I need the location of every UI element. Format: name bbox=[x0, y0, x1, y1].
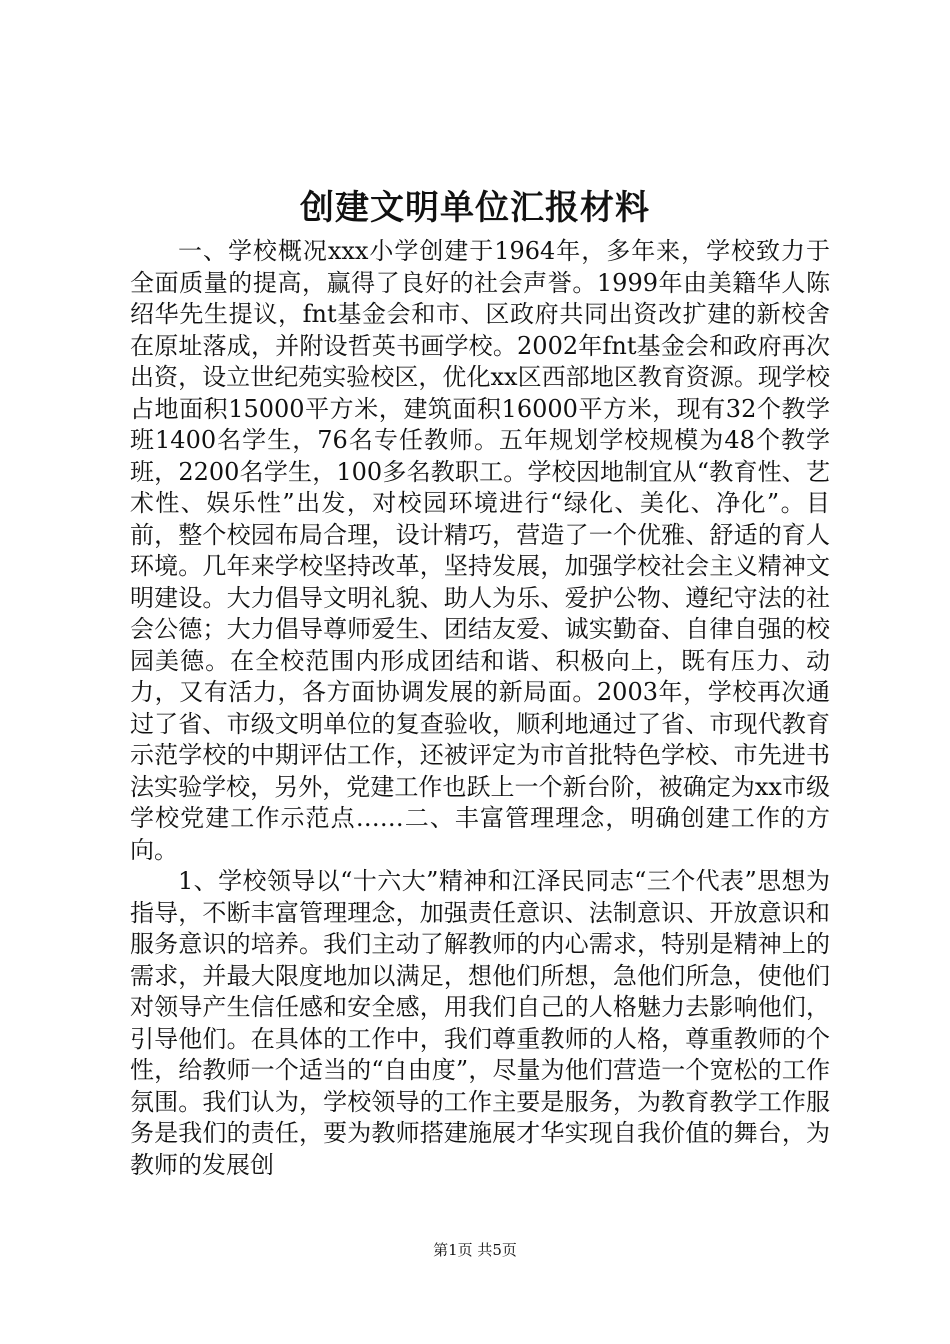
page-number-footer: 第1页 共5页 bbox=[433, 1241, 517, 1259]
paragraph-management-philosophy: 1、学校领导以“十六大”精神和江泽民同志“三个代表”思想为指导，不断丰富管理理念，加强责任意识、法制意识、开放意识和服务意识的培养。我们主动了解教师的内心需求，特别是精神上的需求，并最大限度地加以满足，想他们所想，急他们所急，使他们对领导产生信任感和安全感，用我们自己的人格魅力去影响他们，引导他们。在具体的工作中，我们尊重教师的人格，尊重教师的个性，给教师一个适当的“自由度”，尽量为他们营造一个宽松的工作氛围。我们认为，学校领导的工作主要是服务，为教育教学工作服务是我们的责任，要为教师搭建施展才华实现自我价值的舞台，为教师的发展创 bbox=[130, 867, 830, 1179]
paragraph-school-overview: 一、学校概况xxx小学创建于1964年，多年来，学校致力于全面质量的提高，赢得了良好的社会声誉。1999年由美籍华人陈绍华先生提议，fnt基金会和市、区政府共同出资改扩建的新校舍在原址落成，并附设哲英书画学校。2002年fnt基金会和政府再次出资，设立世纪苑实验校区，优化xx区西部地区教育资源。现学校占地面积15000平方米，建筑面积16000平方米，现有32个教学班1400名学生，76名专任教师。五年规划学校规模为48个教学班，2200名学生，100多名教职工。学校因地制宜从“教育性、艺术性、娱乐性”出发，对校园环境进行“绿化、美化、净化”。目前，整个校园布局合理，设计精巧，营造了一个优雅、舒适的育人环境。几年来学校坚持改革，坚持发展，加强学校社会主义精神文明建设。大力倡导文明礼貌、助人为乐、爱护公物、遵纪守法的社会公德；大力倡导尊师爱生、团结友爱、诚实勤奋、自律自强的校园美德。在全校范围内形成团结和谐、积极向上，既有压力、动力，又有活力，各方面协调发展的新局面。2003年，学校再次通过了省、市级文明单位的复查验收，顺利地通过了省、市现代教育示范学校的中期评估工作，还被评定为市首批特色学校、市先进书法实验学校，另外，党建工作也跃上一个新台阶，被确定为xx市级学校党建工作示范点……二、丰富管理理念，明确创建工作的方向。 bbox=[130, 237, 830, 864]
document-body bbox=[130, 236, 830, 1181]
document-title: 创建文明单位汇报材料 bbox=[300, 188, 650, 228]
